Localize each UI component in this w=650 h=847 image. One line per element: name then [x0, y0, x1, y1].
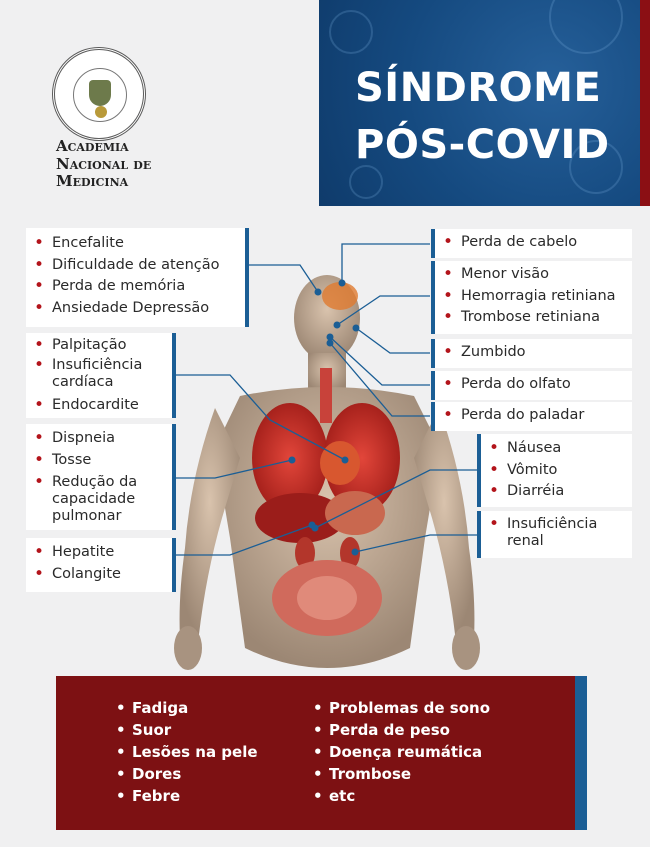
list-item: • Hemorragia retiniana [435, 286, 632, 308]
heart-symptoms-panel [26, 333, 176, 418]
list-item: • Insuficiência cardíaca [26, 357, 172, 391]
list-item: • Redução da capacidade pulmonar [26, 474, 172, 525]
list-item: • Doença reumática [313, 741, 490, 763]
eye-symptoms-panel [431, 261, 632, 334]
organization-name-line3: Medicina [56, 172, 129, 190]
list-item: • Fadiga [116, 697, 258, 719]
liver-symptoms-panel [26, 538, 176, 592]
kidney-symptoms-panel [477, 511, 632, 558]
list-item: • Perda de peso [313, 719, 490, 741]
list-item: • Problemas de sono [313, 697, 490, 719]
list-item: • Dificuldade de atenção [26, 255, 245, 277]
list-item: • Dispneia [26, 428, 172, 450]
list-item: • Hepatite [26, 542, 172, 564]
list-item: • Suor [116, 719, 258, 741]
list-item: • Diarréia [481, 481, 632, 503]
stomach-symptoms-panel [477, 434, 632, 507]
lung-symptoms-panel [26, 424, 176, 530]
general-symptoms-col1 [116, 697, 258, 807]
title-line2: PÓS-COVID [355, 122, 610, 168]
hair-symptoms-panel [431, 229, 632, 258]
list-item: • Encefalite [26, 233, 245, 255]
bottom-accent-bar [575, 676, 587, 830]
list-item: • Insuficiência renal [481, 516, 632, 550]
list-item: • Tosse [26, 450, 172, 472]
list-item: • Ansiedade Depressão [26, 298, 245, 320]
general-symptoms-panel [56, 676, 587, 830]
list-item: • Zumbido [435, 342, 632, 364]
list-item: • Palpitação [26, 335, 172, 357]
list-item: • Náusea [481, 438, 632, 460]
organization-name-line2: Nacional de [56, 154, 152, 173]
mouth-symptoms-panel [431, 402, 632, 431]
list-item: • Endocardite [26, 395, 172, 417]
list-item: • Trombose retiniana [435, 307, 632, 329]
nose-symptoms-panel [431, 371, 632, 400]
ear-symptoms-panel [431, 339, 632, 368]
general-symptoms-col2 [313, 697, 490, 807]
list-item: • Febre [116, 785, 258, 807]
list-item: • Dores [116, 763, 258, 785]
list-item: • Perda de memória [26, 276, 245, 298]
title-line1: SÍNDROME [355, 65, 602, 111]
organization-name-line1: Academia [56, 137, 129, 155]
list-item: • Vômito [481, 460, 632, 482]
list-item: • Perda de cabelo [435, 232, 632, 254]
list-item: • Perda do paladar [435, 405, 632, 427]
list-item: • Trombose [313, 763, 490, 785]
list-item: • Perda do olfato [435, 374, 632, 396]
list-item: • Colangite [26, 564, 172, 586]
list-item: • Menor visão [435, 264, 632, 286]
list-item: • Lesões na pele [116, 741, 258, 763]
brain-symptoms-panel [26, 228, 249, 327]
list-item: • etc [313, 785, 490, 807]
